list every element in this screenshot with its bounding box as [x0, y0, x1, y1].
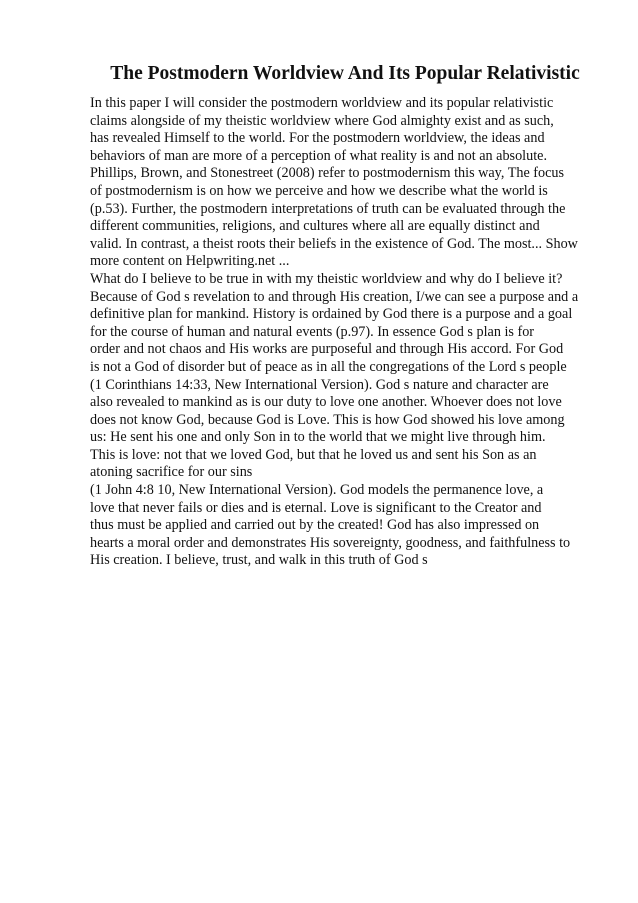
text-line: has revealed Himself to the world. For the postmodern worldview, the ideas and	[90, 130, 545, 147]
text-line: Phillips, Brown, and Stonestreet (2008) refer to postmodernism this way, The focus	[90, 165, 565, 182]
text-line: His creation. I believe, trust, and walk in this truth of God s	[90, 552, 428, 569]
text-line: Because of God s revelation to and through His creation, I/we can see a purpose and a	[90, 288, 579, 305]
text-line: thus must be applied and carried out by the created! God has also impressed on	[90, 517, 540, 534]
text-line: for the course of human and natural events (p.97). In essence God s plan is for	[90, 323, 535, 340]
text-line: us: He sent his one and only Son in to the world that we might live through him.	[90, 429, 546, 446]
text-line: definitive plan for mankind. History is ordained by God there is a purpose and a goal	[90, 306, 573, 323]
text-line: valid. In contrast, a theist roots their beliefs in the existence of God. The most... Show	[90, 235, 578, 252]
text-line: claims alongside of my theistic worldview where God almighty exist and as such,	[90, 112, 554, 129]
text-line: is not a God of disorder but of peace as in all the congregations of the Lord s people	[90, 358, 567, 375]
text-line: (1 John 4:8 10, New International Version). God models the permanence love, a	[90, 482, 544, 499]
text-line: order and not chaos and His works are purposeful and through His accord. For God	[90, 341, 564, 358]
text-line: love that never fails or dies and is eternal. Love is significant to the Creator and	[90, 499, 542, 516]
text-line: atoning sacrifice for our sins	[90, 464, 253, 481]
text-line: hearts a moral order and demonstrates His sovereignty, goodness, and faithfulness to	[90, 534, 571, 551]
text-line: (1 Corinthians 14:33, New International Version). God s nature and character are	[90, 376, 549, 393]
text-line: What do I believe to be true in with my theistic worldview and why do I believe it?	[90, 270, 563, 287]
document-title: The Postmodern Worldview And Its Popular Relativistic	[110, 63, 580, 84]
text-line: more content on Helpwriting.net ...	[90, 253, 290, 270]
text-line: different communities, religions, and cultures where all are equally distinct and	[90, 218, 540, 235]
text-line: does not know God, because God is Love. This is how God showed his love among	[90, 411, 565, 428]
text-line: In this paper I will consider the postmodern worldview and its popular relativistic	[90, 95, 554, 111]
document-body	[90, 95, 610, 570]
text-line: This is love: not that we loved God, but that he loved us and sent his Son as an	[90, 446, 537, 463]
text-line: also revealed to mankind as is our duty to love one another. Whoever does not love	[90, 394, 562, 411]
text-line: (p.53). Further, the postmodern interpretations of truth can be evaluated through the	[90, 200, 566, 217]
text-line: of postmodernism is on how we perceive and how we describe what the world is	[90, 182, 548, 199]
text-line: behaviors of man are more of a perception of what reality is and not an absolute.	[90, 147, 547, 164]
